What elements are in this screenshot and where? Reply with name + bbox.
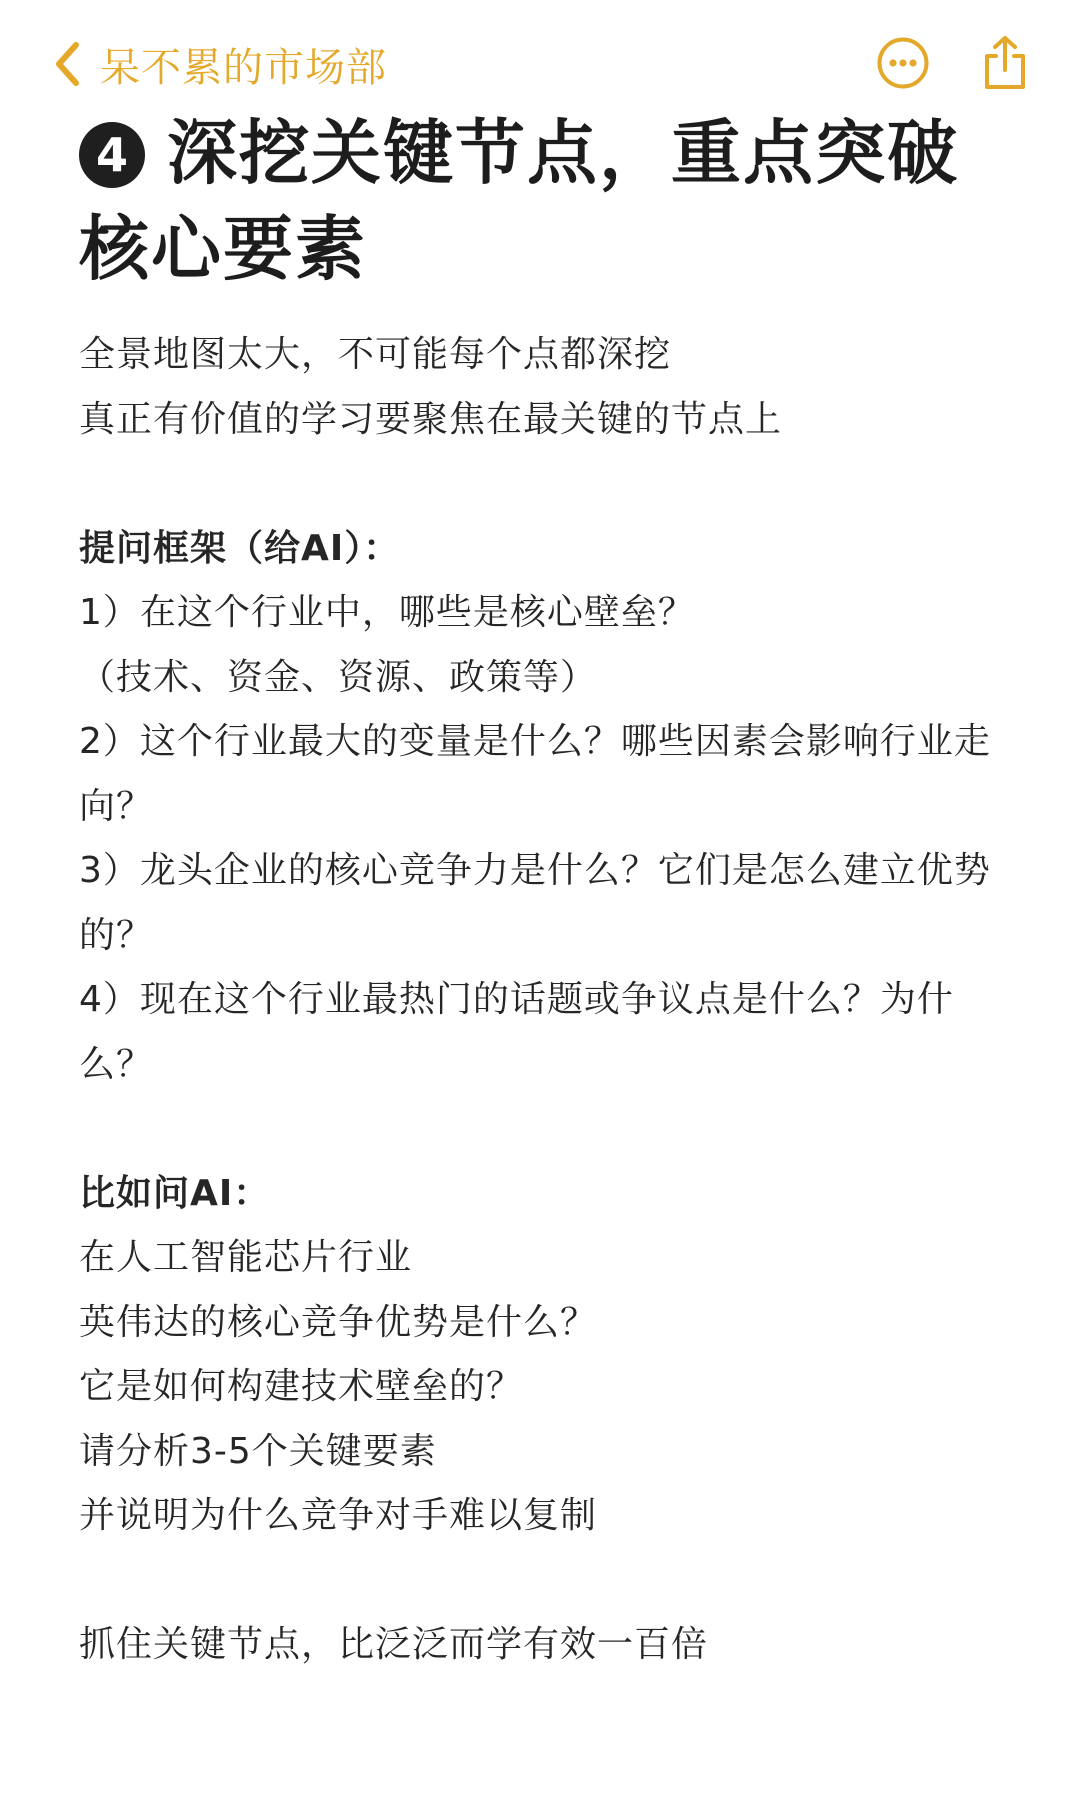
number-badge: 4 [79, 122, 145, 188]
note-title [79, 105, 1009, 297]
conclusion-line: 抓住关键节点，比泛泛而学有效一百倍 [79, 1624, 709, 1665]
example-heading: 比如问AI： [79, 1172, 271, 1214]
chevron-left-icon [54, 41, 80, 87]
share-button[interactable] [976, 36, 1034, 94]
back-button[interactable] [54, 34, 387, 94]
note-content [79, 105, 1009, 1678]
intro-line: 全景地图太大，不可能每个点都深挖 [79, 334, 672, 375]
share-icon [982, 34, 1028, 96]
blank-line [79, 1097, 1009, 1162]
intro-line: 真正有价值的学习要聚焦在最关键的节点上 [79, 398, 783, 440]
note-body [79, 323, 1009, 1678]
example-line: 请分析3-5个关键要素 [79, 1430, 437, 1472]
title-text: 深挖关键节点，重点突破核心要素 [79, 112, 959, 290]
framework-heading: 提问框架（给AI）： [79, 527, 401, 569]
framework-line: 4）现在这个行业最热门的话题或争议点是什么？为什么？ [79, 979, 954, 1085]
example-line: 并说明为什么竞争对手难以复制 [79, 1495, 598, 1536]
framework-line: 2）这个行业最大的变量是什么？哪些因素会影响行业走向？ [79, 721, 991, 827]
blank-line [79, 452, 1009, 517]
framework-line: 3）龙头企业的核心竞争力是什么？它们是怎么建立优势的？ [79, 850, 991, 956]
navigation-bar [0, 0, 1080, 120]
example-line: 它是如何构建技术壁垒的？ [79, 1366, 524, 1407]
back-label: 呆不累的市场部 [100, 44, 387, 91]
blank-line [79, 1549, 1009, 1614]
framework-line: 1）在这个行业中，哪些是核心壁垒？ [79, 592, 695, 633]
more-button[interactable] [874, 36, 932, 94]
example-line: 英伟达的核心竞争优势是什么？ [79, 1301, 598, 1343]
more-icon [876, 36, 930, 94]
framework-line: （技术、资金、资源、政策等） [79, 656, 598, 698]
example-line: 在人工智能芯片行业 [79, 1237, 413, 1278]
